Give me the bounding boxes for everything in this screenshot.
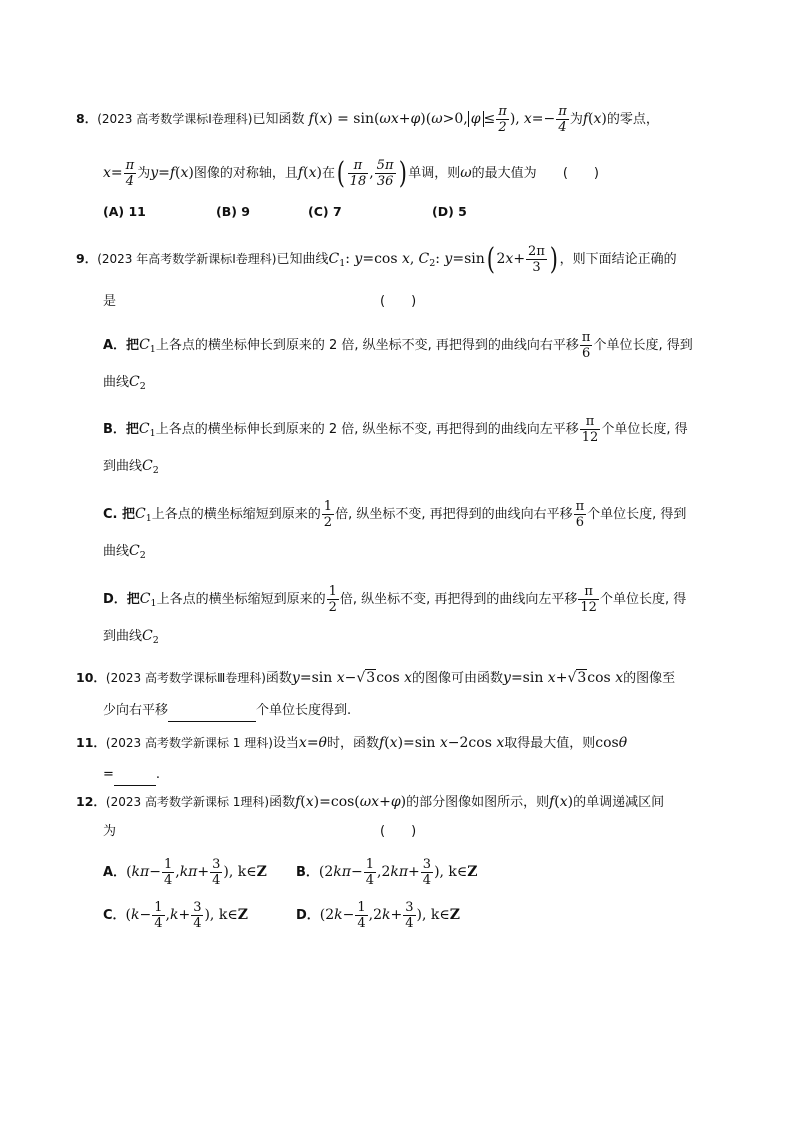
answer-paren: ( ): [380, 294, 417, 309]
text: .: [155, 767, 161, 782]
text: 已知函数: [252, 112, 305, 127]
text: 上各点的横坐标缩短到原来的: [156, 592, 326, 607]
option-label: B．: [296, 865, 319, 880]
text: 的图像至: [623, 671, 676, 686]
text: 曲线: [103, 375, 130, 390]
text: 在: [321, 166, 335, 181]
text: 个单位长度, 得到: [587, 507, 687, 522]
fraction: $\frac{5\pi}{36}$: [376, 158, 394, 189]
question-10-line-2: [103, 701, 351, 722]
question-source: (2023 高考数学新课标 1 理科): [105, 736, 273, 750]
fraction: $\frac{\pi}{12}$: [580, 584, 597, 615]
text: 已知曲线: [276, 252, 329, 267]
text: 取得最大值，则: [504, 736, 596, 751]
question-number: 8．: [76, 111, 98, 126]
fraction: $\frac{1}{4}$: [163, 857, 173, 888]
text: 的部分图像如图所示，则: [406, 795, 550, 810]
text: 个单位长度, 得: [601, 422, 688, 437]
option-label: A．: [103, 865, 127, 880]
text: =: [103, 767, 114, 782]
fraction: $\frac{\pi}{4}$: [558, 104, 567, 135]
option-label: C. 把: [103, 507, 136, 522]
option-b-line-1: B．把$C_1$上各点的横坐标伸长到原来的 2 倍, 纵坐标不变, 再把得到的曲线向左平移 $\frac{\pi}{12}$ 个单位长度, 得: [103, 414, 688, 445]
fraction: $\frac{1}{4}$: [357, 900, 366, 931]
fraction: $\frac{1}{4}$: [154, 900, 163, 931]
option-d: (D) 5: [432, 204, 467, 219]
fill-in-blank[interactable]: [114, 765, 156, 786]
question-11-line-2: [103, 765, 160, 786]
text: 设当: [272, 736, 299, 751]
text: 的最大值为: [471, 166, 537, 181]
text: 到曲线: [103, 459, 143, 474]
option-b: (B) 9: [216, 204, 251, 219]
question-source: (2023 高考数学新课标 1理科): [105, 795, 270, 809]
text: 个单位长度得到.: [256, 703, 352, 718]
fraction: $\frac{1}{2}$: [328, 584, 337, 615]
question-10-line-1: 10．(2023 高考数学课标Ⅲ卷理科)函数y=sin x−√3cos x的图像可由函数y=sin x+√3cos x的图像至: [76, 670, 676, 686]
option-b: B．(2kπ− $\frac{1}{4}$ ,2kπ+ $\frac{3}{4}$ ), k∈Z: [296, 857, 478, 888]
text: 的零点，: [606, 112, 659, 127]
text: 上各点的横坐标缩短到原来的: [151, 507, 321, 522]
text: 到曲线: [103, 629, 143, 644]
fraction: $\frac{\pi}{4}$: [125, 158, 135, 189]
fraction: $\frac{\pi}{18}$: [349, 158, 367, 189]
option-d: D．(2k− $\frac{1}{4}$ ,2k+ $\frac{3}{4}$ ), k∈Z: [296, 900, 460, 931]
question-12-line-1: 12．(2023 高考数学新课标 1理科)函数f(x)=cos(ωx+φ)的部分图像如图所示，则f(x)的单调递减区间: [76, 794, 665, 810]
question-12-line-2: [103, 822, 416, 842]
question-number: 9．: [76, 251, 98, 266]
text: 时，函数: [326, 736, 379, 751]
fraction: $\frac{3}{4}$: [405, 900, 414, 931]
text: 个单位长度, 得: [599, 592, 687, 607]
text: 上各点的横坐标伸长到原来的 2 倍, 纵坐标不变, 再把得到的曲线向右平移: [155, 338, 579, 353]
option-c: C．(k− $\frac{1}{4}$ ,k+ $\frac{3}{4}$ ), k∈Z: [103, 900, 248, 931]
fraction: $\frac{\pi}{6}$: [581, 330, 591, 361]
text: 为: [103, 824, 117, 839]
option-label: D．把: [103, 592, 140, 607]
question-8-line-1: 8．(2023 高考数学课标Ⅰ卷理科)已知函数 f(x) = sin(ωx+φ)(ω>0, φ ≤ $\frac{\pi}{2}$ ), x=− $\frac{\pi}{4}$ 为f(x)的零点，: [76, 104, 659, 135]
fraction: $\frac{2\pi}{3}$: [528, 244, 545, 275]
text: 函数: [269, 795, 296, 810]
text: 曲线: [103, 544, 130, 559]
question-9-line-2: [103, 292, 416, 312]
fraction: $\frac{1}{2}$: [323, 499, 333, 530]
text: 为: [137, 166, 151, 181]
option-a: A．(kπ− $\frac{1}{4}$ ,kπ+ $\frac{3}{4}$ ), k∈Z: [103, 857, 267, 888]
text: 少向右平移: [103, 703, 169, 718]
option-c: (C) 7: [308, 204, 342, 219]
question-8-line-2: x= $\frac{\pi}{4}$ 为y=f(x)图像的对称轴，且f(x)在( $\frac{\pi}{18}$ , $\frac{5\pi}{36}$ ) 单调，则ω的最大值为 ( ): [103, 155, 599, 191]
text: 倍, 纵坐标不变, 再把得到的曲线向右平移: [335, 507, 573, 522]
question-source: (2023 高考数学课标Ⅰ卷理科): [97, 112, 253, 126]
option-label: B．把: [103, 422, 139, 437]
option-d-line-1: D．把$C_1$上各点的横坐标缩短到原来的 $\frac{1}{2}$ 倍, 纵坐标不变, 再把得到的曲线向左平移 $\frac{\pi}{12}$ 个单位长度, 得: [103, 584, 687, 615]
option-c-line-1: C. 把$C_1$上各点的横坐标缩短到原来的 $\frac{1}{2}$ 倍, 纵坐标不变, 再把得到的曲线向右平移 $\frac{\pi}{6}$ 个单位长度, 得到: [103, 499, 687, 530]
text: 个单位长度, 得到: [593, 338, 693, 353]
fraction: $\frac{1}{4}$: [365, 857, 374, 888]
question-source: (2023 年高考数学新课标Ⅰ卷理科): [97, 252, 277, 266]
text: 是: [103, 294, 117, 309]
text: 上各点的横坐标伸长到原来的 2 倍, 纵坐标不变, 再把得到的曲线向左平移: [155, 422, 579, 437]
fraction: $\frac{\pi}{12}$: [581, 414, 599, 445]
option-label: A．把: [103, 338, 140, 353]
option-d-line-2: 到曲线$C_2$: [103, 628, 159, 646]
fraction: $\frac{3}{4}$: [212, 857, 221, 888]
fraction: $\frac{3}{4}$: [422, 857, 432, 888]
text: 的图像可由函数: [412, 671, 504, 686]
fill-in-blank[interactable]: [168, 701, 256, 722]
question-source: (2023 高考数学课标Ⅲ卷理科): [105, 671, 266, 685]
text: 为: [569, 112, 583, 127]
question-number: 10．: [76, 670, 106, 685]
option-a-line-1: A．把$C_1$上各点的横坐标伸长到原来的 2 倍, 纵坐标不变, 再把得到的曲线向右平移 $\frac{\pi}{6}$ 个单位长度, 得到: [103, 330, 693, 361]
answer-paren: ( ): [562, 166, 599, 181]
option-a-line-2: 曲线$C_2$: [103, 374, 146, 392]
answer-paren: ( ): [380, 824, 417, 839]
fraction: $\frac{\pi}{2}$: [498, 104, 507, 135]
text: 图像的对称轴，且: [193, 166, 298, 181]
question-number: 12．: [76, 794, 106, 809]
option-c-line-2: 曲线$C_2$: [103, 543, 146, 561]
question-9-line-1: 9．(2023 年高考数学新课标Ⅰ卷理科)已知曲线$C_1$: y=cos x, $C_2$: y=sin( 2x+ $\frac{2\pi}{3}$ ) ，则下面结论正确的: [76, 241, 677, 277]
text: 单调，则: [408, 166, 461, 181]
fraction: $\frac{3}{4}$: [193, 900, 202, 931]
text: 的单调递减区间: [573, 795, 665, 810]
question-number: 11．: [76, 735, 106, 750]
fraction: $\frac{\pi}{6}$: [575, 499, 585, 530]
option-label: C．: [103, 908, 126, 923]
option-label: D．: [296, 908, 320, 923]
text: 倍, 纵坐标不变, 再把得到的曲线向左平移: [339, 592, 578, 607]
question-11-line-1: 11．(2023 高考数学新课标 1 理科)设当x=θ时，函数f(x)=sin x−2cos x取得最大值，则cosθ: [76, 735, 628, 751]
text: 函数: [265, 671, 292, 686]
option-b-line-2: 到曲线$C_2$: [103, 458, 159, 476]
option-a: (A) 11: [103, 204, 146, 219]
text: ，则下面结论正确的: [559, 252, 677, 267]
